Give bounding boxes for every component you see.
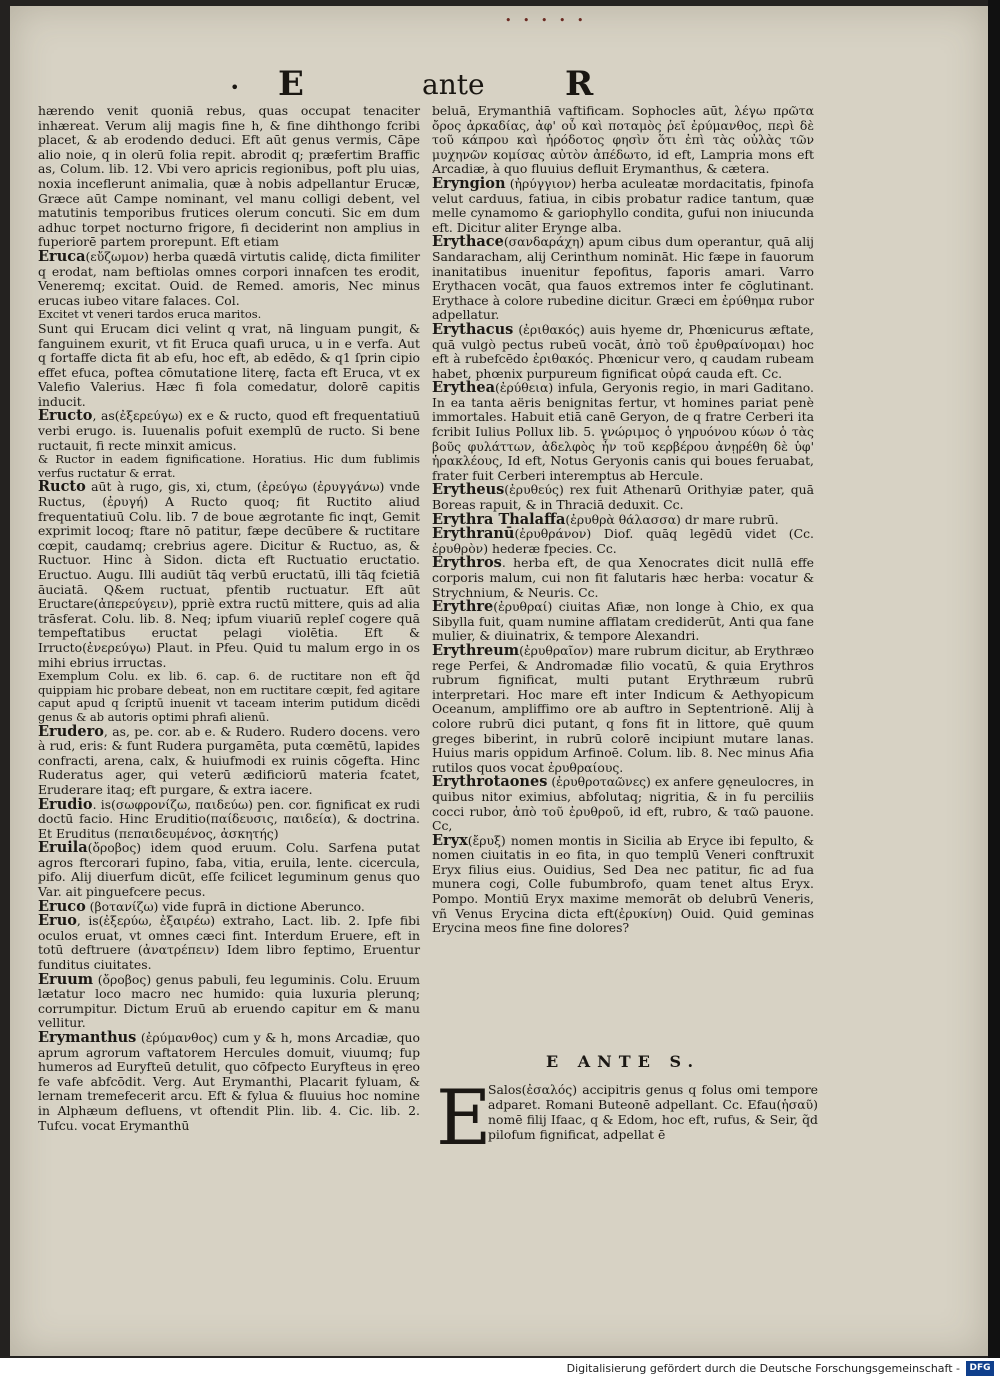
headword: Eructo [38, 407, 93, 425]
entry-text: (ἔρυξ) nomen montis in Sicilia ab Eryce ibi fepulto, & nomen ciuitatis in eo fita, in quo templū Veneri conftruxit Eryx filius eius. Ouidius, Sed Dea nec patitur, fic ad fua munera cogi, Colle fubumbrofo, quam tenet altus Eryx. Pompo. Montiū Eryx maxime memorāt ob delubrū Veneris, vñ Venus Erycina dicta eft(ἐρυκίνη) Ouid. Quid geminas Erycina meos fine fine dolores? [432, 832, 814, 936]
entry-text: (ὄροβος) idem quod eruum. Colu. Sarfena putat agros ftercorari fupino, faba, vitia, eruila, lente. cicercula, pifo. Alij diuerfum dicūt, eſſe fcilicet leguminum genus quo Var. ait pinguefcere pecus. [38, 840, 420, 900]
headword: Erymanthus [38, 1029, 137, 1046]
entry-text: (εὔζωμον) herba quædā virtutis calidę, dicta fimiliter q erodat, nam beftiolas omnes corpori innafcen tes erodit, Veneremq; excitat. Ouid. de Remed. amoris, Nec minus erucas iubeo vitare falaces. Col. [38, 248, 420, 308]
entry-text: (ἐρυθρὰ θάλασσα) dr mare rubrū. [565, 511, 779, 527]
headword: Erythre [432, 598, 494, 616]
headword: Eruco [38, 897, 86, 915]
right-entry [432, 600, 814, 644]
headword: Erudero [38, 722, 104, 740]
headword: Erythros [432, 554, 502, 572]
final-entry: Salos(ἐσαλός) accipitris genus q folus omi tempore adparet. Romani Buteonē adpellant. Cc. Efau(ἡσαῦ) nomē filij Ifaac, q & Edom, hoc eft, rufus, & Seir, q̃d pilofum fignificat, adpellat ē [488, 1082, 818, 1142]
left-entry [38, 841, 420, 899]
headword: Erythreum [432, 641, 520, 659]
right-column [432, 104, 814, 1049]
headword: Erythrotaones [432, 773, 548, 791]
entry-text: Sunt qui Erucam dici velint q vrat, nā linguam pungit, & fanguinem exurit, vt fit Eruca quafi uruca, u in e verfa. Aut q fortaffe dicta fit ab efu, hoc eft, ab edēdo, & q1 ſprin cipio effet efuca, poftea cōmutatione literę, facta eft Eruca, vt ex Valefio Valerius. Hæc fi fola comedatur, dolorē capitis inducit. [38, 320, 420, 409]
left-entry [38, 795, 420, 842]
right-entry [432, 174, 814, 235]
entry-text: (ἠρύγγιον) herba aculeatæ mordacitatis, fpinofa velut carduus, fatiua, in cibis probatur radice tantum, quæ melle cynamomo & gariophyllo condita, gufui non iniucunda eft. Dicitur aliter Erynge alba. [432, 175, 814, 235]
right-entry [432, 320, 814, 381]
entry-text: Excitet vt veneri tardos eruca maritos. [38, 307, 262, 322]
left-entry [38, 722, 420, 798]
header-letter-left: E [278, 64, 304, 104]
dfg-logo: DFG [966, 1361, 994, 1376]
left-entry [38, 308, 420, 322]
left-entry [38, 409, 420, 453]
headword: Erythea [432, 379, 495, 397]
right-entry [432, 104, 814, 177]
entry-text: (ἐρυθεύς) rex fuit Athenarū Orithyiæ pater, quā Boreas rapuit, & in Thraciā deduxit. Cc. [432, 482, 814, 513]
right-entry [432, 381, 814, 483]
right-entry [432, 483, 814, 512]
left-entry [38, 970, 420, 1031]
entry-text: (ἐρυθραί) ciuitas Afiæ, non longe à Chio, ex qua Sibylla fuit, quam numine afflatam crediderūt, Anti qua fane mulier, & diuinatrix, & tempore Alexandri. [432, 599, 814, 644]
footer-bar [0, 1358, 1000, 1380]
entry-text: (ἐρυθράνον) Diof. quāq legēdū videt (Cc. ἐρυθρὸν) hederæ fpecies. Cc. [432, 526, 814, 556]
entry-text: . herba eft, de qua Xenocrates dicit nullā effe corporis malum, cui non fit falutaris hæc herba: vocatur & Strychnium, & Neuris. Cc. [432, 555, 814, 600]
headword: Eruila [38, 839, 88, 857]
headword: Ructo [38, 478, 86, 496]
right-entry [432, 831, 814, 936]
entry-text: , as(ἐξερεύγω) ex e & ructo, quod eft frequentatiuū verbi erugo. is. Iuuenalis pofuit exemplū de ructo. Si bene ructauit, fi recte minxit amicus. [38, 408, 420, 453]
entry-text: (βοτανίζω) vide fuprā in dictione Aberunco. [85, 898, 365, 914]
right-entry [432, 775, 814, 833]
top-marks: • • • • • [505, 14, 588, 27]
headword: Eryngion [432, 174, 506, 192]
headword: Erythacus [432, 320, 514, 338]
right-entry [432, 527, 814, 556]
entry-text: (ἐρυθροταῶνες) ex anfere gęneulocres, in quibus nitor eximius, abfolutaq; nigritia, & in fu perciliis cocci rubor, ἀπὸ τοῦ ἐρυθροῦ, id eft, rubro, & ταῶ pauone. Cc, [432, 774, 814, 834]
running-header [60, 64, 960, 104]
headword: Erudio [38, 795, 93, 813]
headword: Eruo [38, 912, 77, 930]
left-entry [38, 914, 420, 972]
entry-text: & Ructor in eadem fignificatione. Horatius. Hic dum fublimis verfus ructatur & errat. [38, 452, 420, 480]
entry-text: (σανδαράχη) apum cibus dum operantur, quā alij Sandaracham, alij Cerinthum nomināt. Hic fæpe in fauorum inanitatibus inuenitur fepofitus, faporis amari. Varro Erythacen vocāt, qua fauos extremos inter fe cōglutinant. Erythace à colore rubedine dicitur. Græci em ἐρύθημα rubor adpellatur. [432, 234, 814, 323]
entry-text: (ἐρύμανθος) cum y & h, mons Arcadiæ, quo aprum agrorum vaftatorem Hercules domuit, viuumq; fup humeros ad Euryfteū detulit, quo cōfpecto Euryfteus in ęreo fe vafe abfcōdit. Verg. Aut Erymanthi, Placarit fyluam, & lernam tremefecerit arcu. Eft & fylua & fluuius hoc nomine in Alphæum defluens, vt oftendit Plin. lib. 4. Cic. lib. 2. Tufcu. vocat Erymanthū [38, 1030, 420, 1133]
header-middle: ante [422, 68, 485, 101]
entry-text: (ἐρύθεια) infula, Geryonis regio, in mari Gaditano. In ea tanta aëris benignitas fertur, vt homines pariat penè immortales. Habuit etiā canē Geryon, de q fratre Cerberi ita fcribit Iulius Pollux lib. 5. γνώριμος ὁ γηρυόνου κύων ὁ τὰς βοῦς φυλάττων, ἀδελφὸς ἦν τοῦ κερβέρου ἀνῃρέθη δὲ ὑφ' ἡρακλέους, Id eft, Notus Geryonis canis qui boues feruabat, frater fuit Cerberi interemptus ab Hercule. [432, 380, 814, 483]
left-entry [38, 1031, 420, 1133]
page-edge-shadow [988, 0, 1000, 1358]
entry-text: Exemplum Colu. ex lib. 6. cap. 6. de ructitare non eft q̃d quippiam hic probare debeat, non em ructitare cœpit, fed agitare caput apud q ſcriptū inuenit vt taceam interim putidum dicēdi genus & ab autoris optimi phrafi alienū. [38, 669, 420, 724]
section-heading: E ANTE S. [545, 1052, 701, 1071]
left-entry [38, 322, 420, 410]
headword: Eruca [38, 247, 86, 265]
headword: Eryx [432, 831, 468, 849]
left-entry [38, 480, 420, 670]
entry-text: , is(ἐξερύω, ἐξαιρέω) extraho, Lact. lib. 2. Ipfe fibi oculos eruat, vt omnes cæci fint. Interdum Eruere, eft in totū deftruere (ἀνατρέπειν) Idem libro feptimo, Eruentur funditus ciuitates. [38, 913, 420, 973]
left-entry [38, 247, 420, 308]
entry-text: aūt à rugo, gis, xi, ctum, (ἐρεύγω (ἐρυγγάνω) vnde Ructus, (ἐρυγή) A Ructo quoq; fit Ructito aliud frequentatiuū Colu. lib. 7 de boue ægrotante fic inqt, Gemit exprimit locoq; ftare nō patitur, fæpe decūbere & ructitare cœpit, caudamq; crebrius agere. Dicitur & Ructuo, as, & Ructuor. Hinc à Sidon. dicta eft Ructuatio eructatio. Eructuo. Augu. Illi audiūt tāq verbū eructatū, illi tāq fcietiā āuciatā. Q&em ructuat, pfentib ructuatur. Eft aūt Eructare(ἀπερεύγειν), ppriè extra ructū mittere, quis ad alia trāsferat. Colu. lib. 8. Neq; ipfum viuariū repleſ cogere quā tempeftatibus eructat pelagi violētia. Eft & Irructo(ἐνερεύγω) Plaut. in Pfeu. Quid tu malum ergo in os mihi ebrius irructas. [38, 479, 420, 670]
entry-text: hærendo venit quoniā rebus, quas occupat tenaciter inhæreat. Verum alij magis fine h, & fine dihthongo fcribi placet, & ab erodendo deduci. Eft aūt genus vermis, Cāpe alio noie, q in olerū folia repit. abrodit q; præfertim Braffic as, Colum. lib. 12. Vbi vero apricis regionibus, poft plu uias, noxia inceflerunt animalia, quæ à nobis adpellantur Erucæ, Græce aūt Campe nominant, vel manu colligi debent, vel matutinis temporibus frutices olerum concuti. Sic em dum adhuc torpet nocturno frigore, fi deciderint non amplius in fuperiorē partem prorepunt. Eft etiam [38, 103, 420, 250]
entry-text: , as, pe. cor. ab e. & Rudero. Rudero docens. vero à rud, eris: & funt Rudera purgamēta, puta cœmētū, lapides confracti, arena, calx, & huiufmodi ex ruinis cōgefta. Hinc Ruderatus ager, qui veterū ædificiorū materia fcatet, Eruderare itaq; eft purgare, & extra iacere. [38, 723, 420, 797]
right-entry [432, 235, 814, 323]
entry-text: (ὄροβος) genus pabuli, feu leguminis. Colu. Eruum lætatur loco macro nec humido: quia luxuria plerunq; corrumpitur. Dictum Eruū ab eruendo capitur em & manu vellitur. [38, 971, 420, 1031]
header-dot: • [230, 78, 240, 97]
left-entry [38, 453, 420, 480]
left-entry [38, 104, 420, 250]
initial-letter: E [436, 1073, 492, 1162]
footer-credit: Digitalisierung gefördert durch die Deutsche Forschungsgemeinschaft - [566, 1362, 960, 1375]
headword: Erythra Thalaffa [432, 510, 566, 528]
entry-text: (ἐριθακός) auis hyeme dr, Phœnicurus æftate, quā vulgò pectus rubeū vocāt, ἀπὸ τοῦ ἐρυθραίνομαι) hoc eft à rubefcēdo ἐριθακός. Phœnicur vero, q caudam rubeam habet, phœnix purpureum fignificat οὐρά cauda eft. Cc. [432, 321, 814, 381]
left-entry [38, 670, 420, 724]
headword: Eruum [38, 970, 94, 988]
header-letter-right: R [565, 64, 594, 104]
right-entry [432, 641, 814, 775]
entry-text: beluā, Erymanthiā vaftificam. Sophocles aūt, λέγω πρῶτα ὄρος ἀρκαδίας, ἀφ' οὗ καὶ ποταμὸς ῥεῖ ἐρύμανθος, περὶ δὲ τοῦ κάπρου καὶ ἡρόδοτος φησὶν ὅτι ἐπὶ τὰς οὐλὰς τῶν μυχηνῶν κομίσας αὐτὸν ἀπέδωτο, id eft, Lampria mons eft Arcadiæ, à quo fluuius defluit Erymanthus, & cætera. [432, 103, 814, 177]
entry-text: . is(σωφρονίζω, παιδεύω) pen. cor. fignificat ex rudi doctū facio. Hinc Eruditio(παίδευσις, παιδεία), & doctrina. Et Eruditus (πεπαιδευμένος, ἀσκητής) [38, 796, 420, 841]
headword: Erythace [432, 233, 504, 251]
headword: Erythranū [432, 525, 515, 543]
right-entry [432, 556, 814, 600]
left-column [38, 104, 420, 1144]
headword: Erytheus [432, 481, 505, 499]
entry-text: (ἐρυθραῖον) mare rubrum dicitur, ab Erythræo rege Perfei, & Andromadæ filio vocatū, & quia Erythros rubrum fignificat, multi putant Erythræum rubrū interpretari. Hoc mare eft inter Indicum & Aethyopicum Oceanum, ampliffimo ore ab auftro in Septentrionē. Alij à colore rubrū dici putant, q fons fit in littore, quē quum greges biberint, in rubrū colorē incipiunt mutare lanas. Huius maris oppidum Arfinoē. Colum. lib. 8. Nec minus Afia rutilos quos vocat ἐρυθραίους. [432, 642, 814, 775]
